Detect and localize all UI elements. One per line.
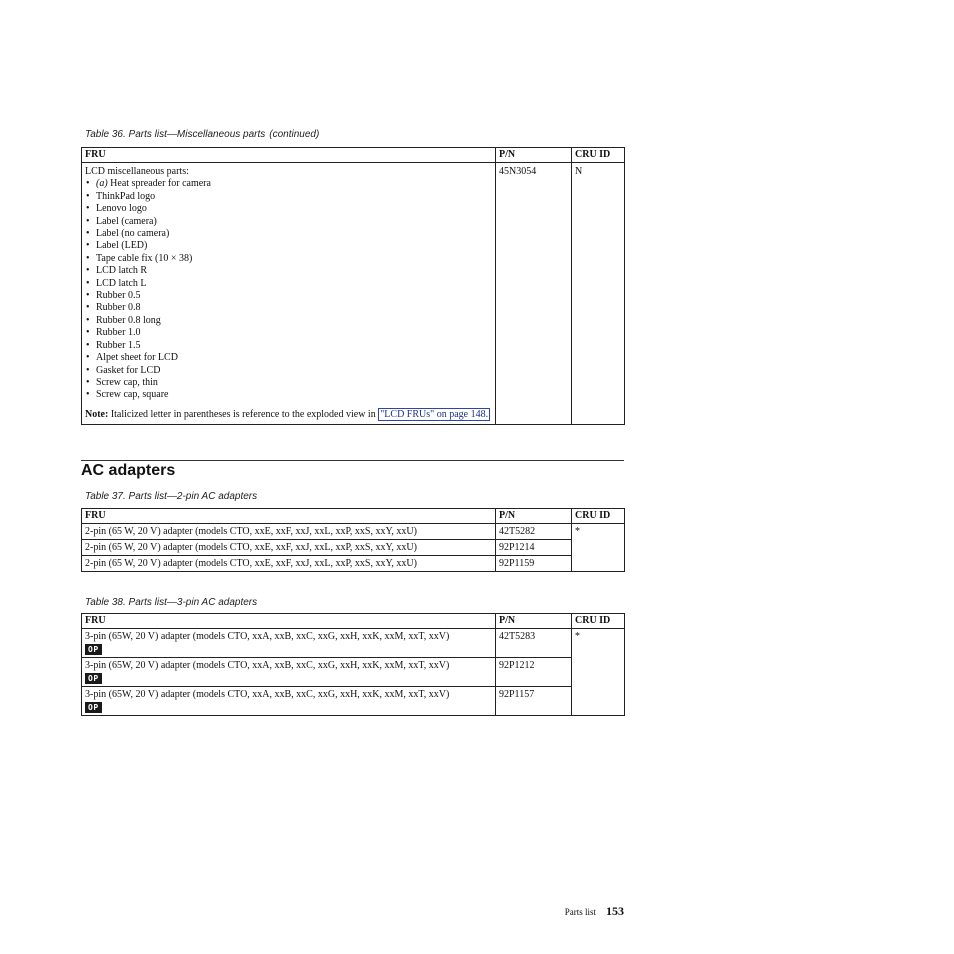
cru-cell: * <box>572 524 625 572</box>
pn-cell: 92P1157 <box>496 687 572 716</box>
table38-caption: Table 38. Parts list—3-pin AC adapters <box>85 597 258 608</box>
table-row <box>82 629 625 658</box>
table-row <box>82 556 625 572</box>
list-item: • Label (camera) <box>85 216 492 228</box>
list-item: • ThinkPad logo <box>85 191 492 203</box>
table37-header-row <box>82 509 625 524</box>
table36-caption <box>85 129 319 140</box>
pn-cell: 92P1212 <box>496 658 572 687</box>
op-option-icon: OP <box>85 673 102 684</box>
header-pn: P/N <box>496 614 572 629</box>
fru-text: 3-pin (65W, 20 V) adapter (models CTO, xxA, xxB, xxC, xxG, xxH, xxK, xxM, xxT, xxV) <box>85 689 450 700</box>
pn-cell: 92P1214 <box>496 540 572 556</box>
list-item: • Rubber 0.8 <box>85 302 492 314</box>
header-fru: FRU <box>82 148 496 163</box>
section-divider <box>81 460 624 461</box>
list-item: • Rubber 0.5 <box>85 290 492 302</box>
page-number: 153 <box>606 904 624 918</box>
table36-misc-parts <box>81 147 625 425</box>
pn-cell: 42T5282 <box>496 524 572 540</box>
list-item: • LCD latch L <box>85 278 492 290</box>
header-pn: P/N <box>496 148 572 163</box>
list-item: • Rubber 1.5 <box>85 340 492 352</box>
page-footer <box>565 902 624 920</box>
list-item: • Rubber 1.0 <box>85 327 492 339</box>
table-row <box>82 524 625 540</box>
section-title: AC adapters <box>81 462 176 479</box>
note-text: Italicized letter in parentheses is reference to the exploded view in <box>110 408 376 420</box>
list-item: • Screw cap, square <box>85 389 492 401</box>
fru-text: 3-pin (65W, 20 V) adapter (models CTO, xxA, xxB, xxC, xxG, xxH, xxK, xxM, xxT, xxV) <box>85 660 450 671</box>
exploded-view-ref: (a) <box>96 178 108 190</box>
table-row <box>82 540 625 556</box>
list-item-text: Heat spreader for camera <box>107 178 211 190</box>
table36-continued: (continued) <box>269 129 320 140</box>
fru-cell: 2-pin (65 W, 20 V) adapter (models CTO, xxE, xxF, xxJ, xxL, xxP, xxS, xxY, xxU) <box>82 556 496 572</box>
list-item: • Alpet sheet for LCD <box>85 352 492 364</box>
fru-cell: 2-pin (65 W, 20 V) adapter (models CTO, xxE, xxF, xxJ, xxL, xxP, xxS, xxY, xxU) <box>82 524 496 540</box>
header-fru: FRU <box>82 614 496 629</box>
list-item <box>85 178 492 190</box>
list-item: • Label (no camera) <box>85 228 492 240</box>
fru-cell <box>82 629 496 658</box>
fru-cell <box>82 658 496 687</box>
note <box>85 408 492 421</box>
op-option-icon: OP <box>85 702 102 713</box>
cru-cell: * <box>572 629 625 716</box>
list-item: • Tape cable fix (10 × 38) <box>85 253 492 265</box>
table-row <box>82 658 625 687</box>
pn-cell: 92P1159 <box>496 556 572 572</box>
header-cru-id: CRU ID <box>572 614 625 629</box>
lcd-frus-link[interactable]: "LCD FRUs" on page 148. <box>380 408 489 420</box>
header-pn: P/N <box>496 509 572 524</box>
fru-text: 3-pin (65W, 20 V) adapter (models CTO, xxA, xxB, xxC, xxG, xxH, xxK, xxM, xxT, xxV) <box>85 631 450 642</box>
table36-header-row <box>82 148 625 163</box>
footer-section-label: Parts list <box>564 907 596 917</box>
table-row <box>82 687 625 716</box>
pn-cell: 45N3054 <box>496 163 572 425</box>
list-item: • Rubber 0.8 long <box>85 315 492 327</box>
lcd-misc-list <box>85 178 492 401</box>
cru-cell: N <box>572 163 625 425</box>
header-fru: FRU <box>82 509 496 524</box>
fru-cell <box>82 687 496 716</box>
pn-cell: 42T5283 <box>496 629 572 658</box>
note-label: Note: <box>85 408 109 420</box>
table38-header-row <box>82 614 625 629</box>
fru-cell <box>82 163 496 425</box>
op-option-icon: OP <box>85 644 102 655</box>
table38-3pin-adapters <box>81 613 625 716</box>
table37-caption: Table 37. Parts list—2-pin AC adapters <box>85 491 258 502</box>
list-item: • LCD latch R <box>85 265 492 277</box>
header-cru-id: CRU ID <box>572 148 625 163</box>
list-item: • Lenovo logo <box>85 203 492 215</box>
list-item: • Label (LED) <box>85 240 492 252</box>
table-row <box>82 163 625 425</box>
header-cru-id: CRU ID <box>572 509 625 524</box>
lcd-misc-lead: LCD miscellaneous parts: <box>85 166 189 177</box>
table37-2pin-adapters <box>81 508 625 572</box>
list-item: • Screw cap, thin <box>85 377 492 389</box>
list-item: • Gasket for LCD <box>85 365 492 377</box>
fru-cell: 2-pin (65 W, 20 V) adapter (models CTO, xxE, xxF, xxJ, xxL, xxP, xxS, xxY, xxU) <box>82 540 496 556</box>
table36-caption-text: Table 36. Parts list—Miscellaneous parts <box>85 129 266 140</box>
